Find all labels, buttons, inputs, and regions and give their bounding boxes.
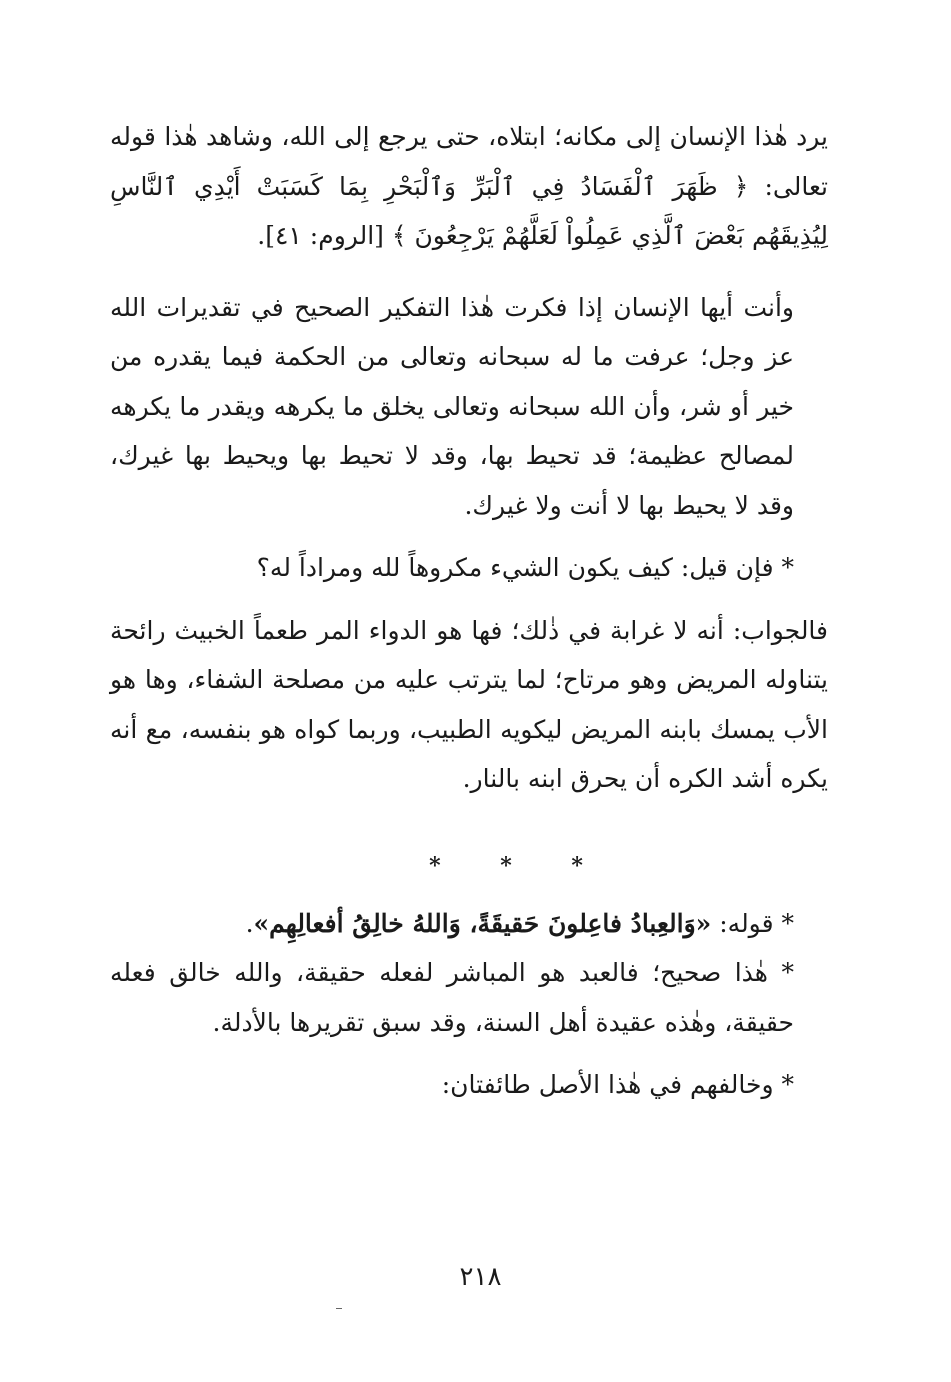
paragraph-question: * فإن قيل: كيف يكون الشيء مكروهاً لله ومراداً له؟ (256, 553, 794, 582)
section-separator: * * * (429, 852, 609, 879)
quote-end: . (245, 908, 254, 938)
scan-speck (336, 1308, 342, 1309)
page-body (110, 112, 828, 1110)
verse-reference: [الروم: ٤١]. (257, 221, 392, 250)
paragraph-opponents: * وخالفهم في هٰذا الأصل طائفتان: (441, 1070, 794, 1099)
paragraph-quote (110, 899, 828, 949)
quoted-creed-text: «وَالعِبادُ فاعِلونَ حَقيقَةً، وَاللهُ خالِقُ أفعالِهِم» (253, 908, 712, 938)
page-number: ٢١٨ (459, 1262, 502, 1292)
paragraph-verse (110, 112, 828, 261)
paragraph-answer: فالجواب: أنه لا غرابة في ذٰلك؛ فها هو الدواء المر طعماً الخبيث رائحة يتناوله المريض وهو مرتاح؛ لما يترتب عليه من مصلحة الشفاء، وها هو الأب يمسك بابنه المريض ليكويه الطبيب، وربما كواه هو بنفسه، مع أنه يكره أشد الكره أن يحرق ابنه بالنار. (110, 615, 828, 793)
paragraph-commentary: * هٰذا صحيح؛ فالعبد هو المباشر لفعله حقيقة، والله خالق فعله حقيقة، وهٰذه عقيدة أهل السنة، وقد سبق تقريرها بالأدلة. (110, 958, 794, 1037)
paragraph-lead-text: يرد هٰذا الإنسان إلى مكانه؛ ابتلاه، حتى يرجع إلى الله، وشاهد هٰذا قوله تعالى: (110, 122, 828, 201)
quote-lead: * قوله: (711, 908, 794, 938)
quran-verse: ﴿ ظَهَرَ ٱلْفَسَادُ فِي ٱلْبَرِّ وَٱلْبَحْرِ بِمَا كَسَبَتْ أَيْدِي ٱلنَّاسِ لِيُذِيقَهُم بَعْضَ ٱلَّذِي عَمِلُواْ لَعَلَّهُمْ يَرْجِعُونَ ﴾ (110, 171, 828, 250)
paragraph-reflection: وأنت أيها الإنسان إذا فكرت هٰذا التفكير الصحيح في تقديرات الله عز وجل؛ عرفت ما له سبحانه وتعالى من الحكمة فيما يقدره من خير أو شر، وأن الله سبحانه وتعالى يخلق ما يكرهه ويقدر ما يكرهه لمصالح عظيمة؛ قد تحيط بها، وقد لا تحيط بها ويحيط بها غيرك، وقد لا يحيط بها لا أنت ولا غيرك. (110, 292, 794, 520)
